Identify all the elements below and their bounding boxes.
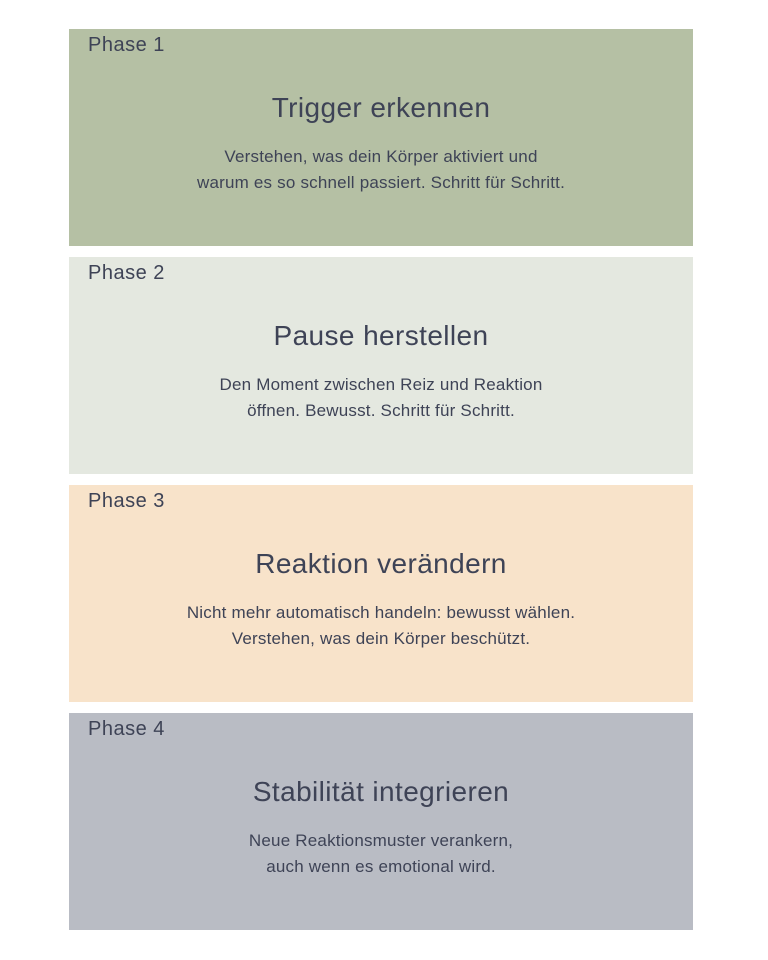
- phase-label: Phase 2: [88, 262, 165, 284]
- phase-label: Phase 3: [88, 490, 165, 512]
- phase-description: [69, 372, 693, 424]
- phase-description-line: Verstehen, was dein Körper beschützt.: [231, 629, 531, 648]
- phase-description: [69, 600, 693, 652]
- phase-title: Stabilität integrieren: [252, 776, 510, 807]
- phase-stack: [69, 29, 693, 930]
- phase-label: Phase 1: [88, 34, 165, 56]
- phase-description-line: warum es so schnell passiert. Schritt für Schritt.: [196, 173, 566, 192]
- phase-label: Phase 4: [88, 718, 165, 740]
- phase-description-line: Den Moment zwischen Reiz und Reaktion: [219, 375, 543, 394]
- phase-description-line: öffnen. Bewusst. Schritt für Schritt.: [247, 401, 515, 420]
- phase-card-3: [69, 485, 693, 702]
- phase-card-2: [69, 257, 693, 474]
- phase-title: Reaktion verändern: [255, 548, 507, 579]
- phase-card-1: [69, 29, 693, 246]
- phase-title: Pause herstellen: [273, 320, 489, 351]
- phase-description-line: Verstehen, was dein Körper aktiviert und: [224, 147, 538, 166]
- phase-description-line: auch wenn es emotional wird.: [266, 857, 496, 876]
- phase-card-4: [69, 713, 693, 930]
- phase-description: [69, 828, 693, 880]
- phase-description: [69, 144, 693, 196]
- phase-title: Trigger erkennen: [271, 92, 491, 123]
- phase-description-line: Neue Reaktionsmuster verankern,: [248, 831, 514, 850]
- phase-description-line: Nicht mehr automatisch handeln: bewusst wählen.: [186, 603, 576, 622]
